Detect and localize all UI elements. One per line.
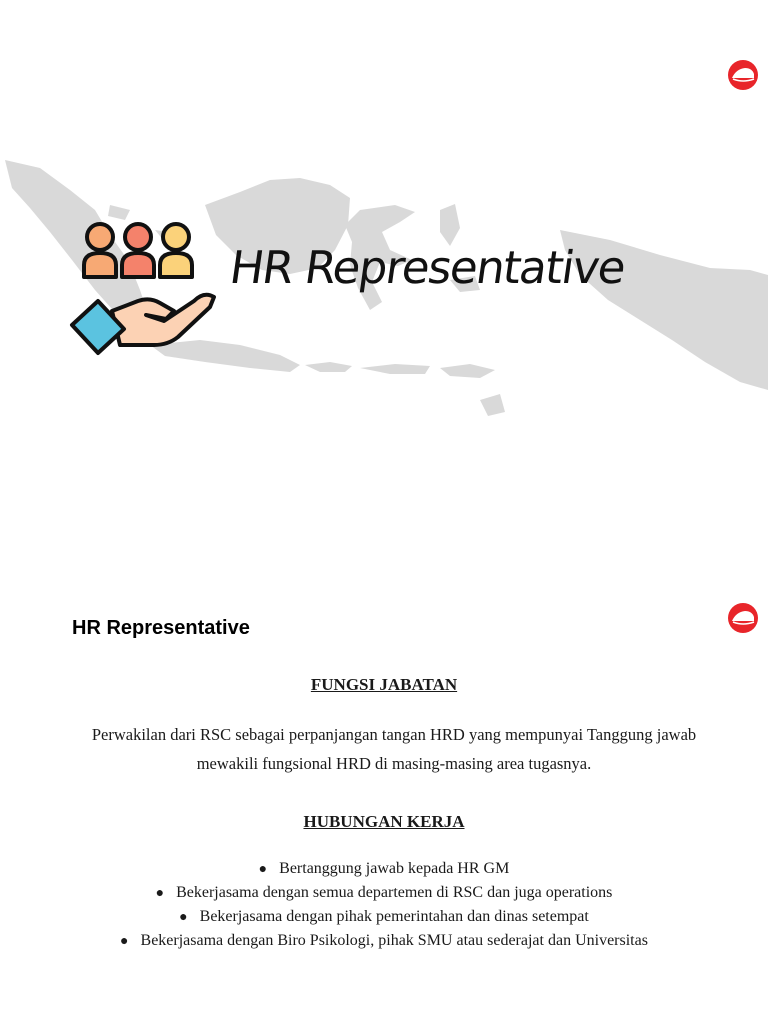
brand-logo-icon [727,59,759,91]
list-item: ● Bertanggung jawab kepada HR GM [0,857,768,881]
fungsi-jabatan-title: FUNGSI JABATAN [310,675,458,694]
list-item: ● Bekerjasama dengan pihak pemerintahan dan dinas setempat [0,905,768,929]
people-in-hand-icon [68,215,218,367]
bullet-icon: ● [258,862,268,877]
bullet-icon: ● [179,910,188,925]
bullet-icon: ● [120,934,129,949]
hubungan-kerja-list [0,857,768,953]
list-item: ● Bekerjasama dengan semua departemen di RSC dan juga operations [0,881,768,905]
brand-logo-icon [727,602,759,634]
fungsi-jabatan-text: Perwakilan dari RSC sebagai perpanjangan tangan HRD yang mempunyai Tanggung jawab mewakili fungsional HRD di masing-masing area tugasnya. [91,725,697,773]
slide-heading: HR Representative [72,617,250,639]
detail-slide [0,590,768,1020]
cover-slide [0,0,768,470]
cover-title: HR Representative [226,241,628,294]
bullet-icon: ● [155,886,165,901]
list-item: ● Bekerjasama dengan Biro Psikologi, pihak SMU atau sederajat dan Universitas [0,929,768,953]
hubungan-kerja-title: HUBUNGAN KERJA [303,812,465,831]
